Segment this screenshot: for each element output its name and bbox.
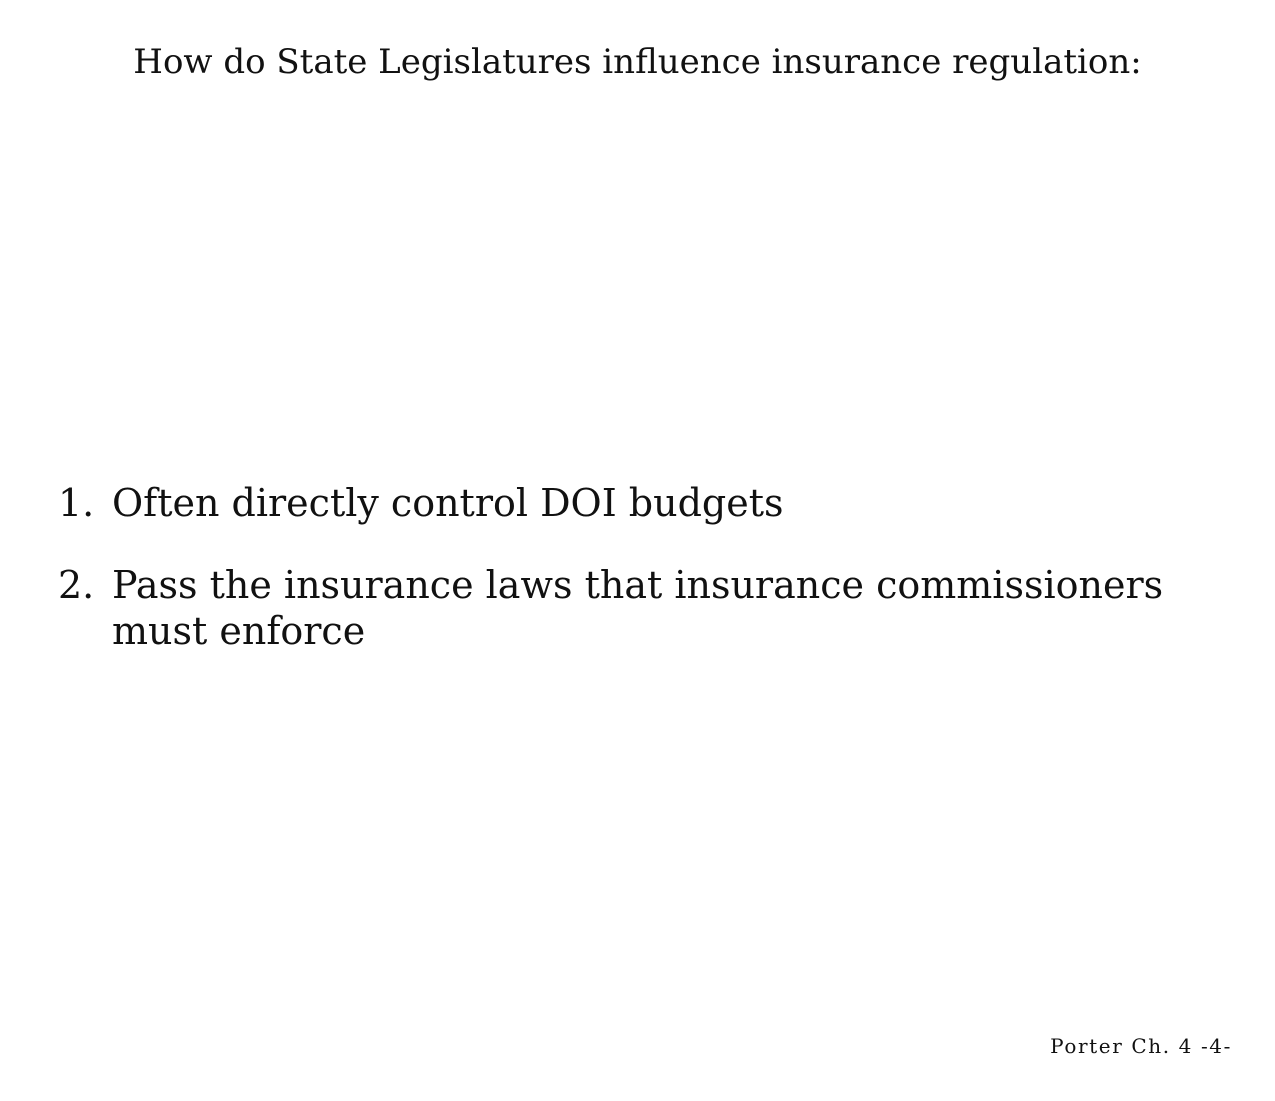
list-item-number: 1. <box>58 481 95 525</box>
list-item-text: Pass the insurance laws that insurance commissioners must enforce <box>112 563 1164 653</box>
page-title: How do State Legislatures influence insurance regulation: <box>133 42 1142 82</box>
list-item-text: Often directly control DOI budgets <box>112 481 784 525</box>
list-item-number: 2. <box>58 563 95 607</box>
numbered-list <box>58 480 1208 690</box>
list-item <box>58 562 1208 654</box>
list-item <box>58 480 1208 526</box>
page-footer: Porter Ch. 4 -4- <box>1050 1034 1232 1058</box>
